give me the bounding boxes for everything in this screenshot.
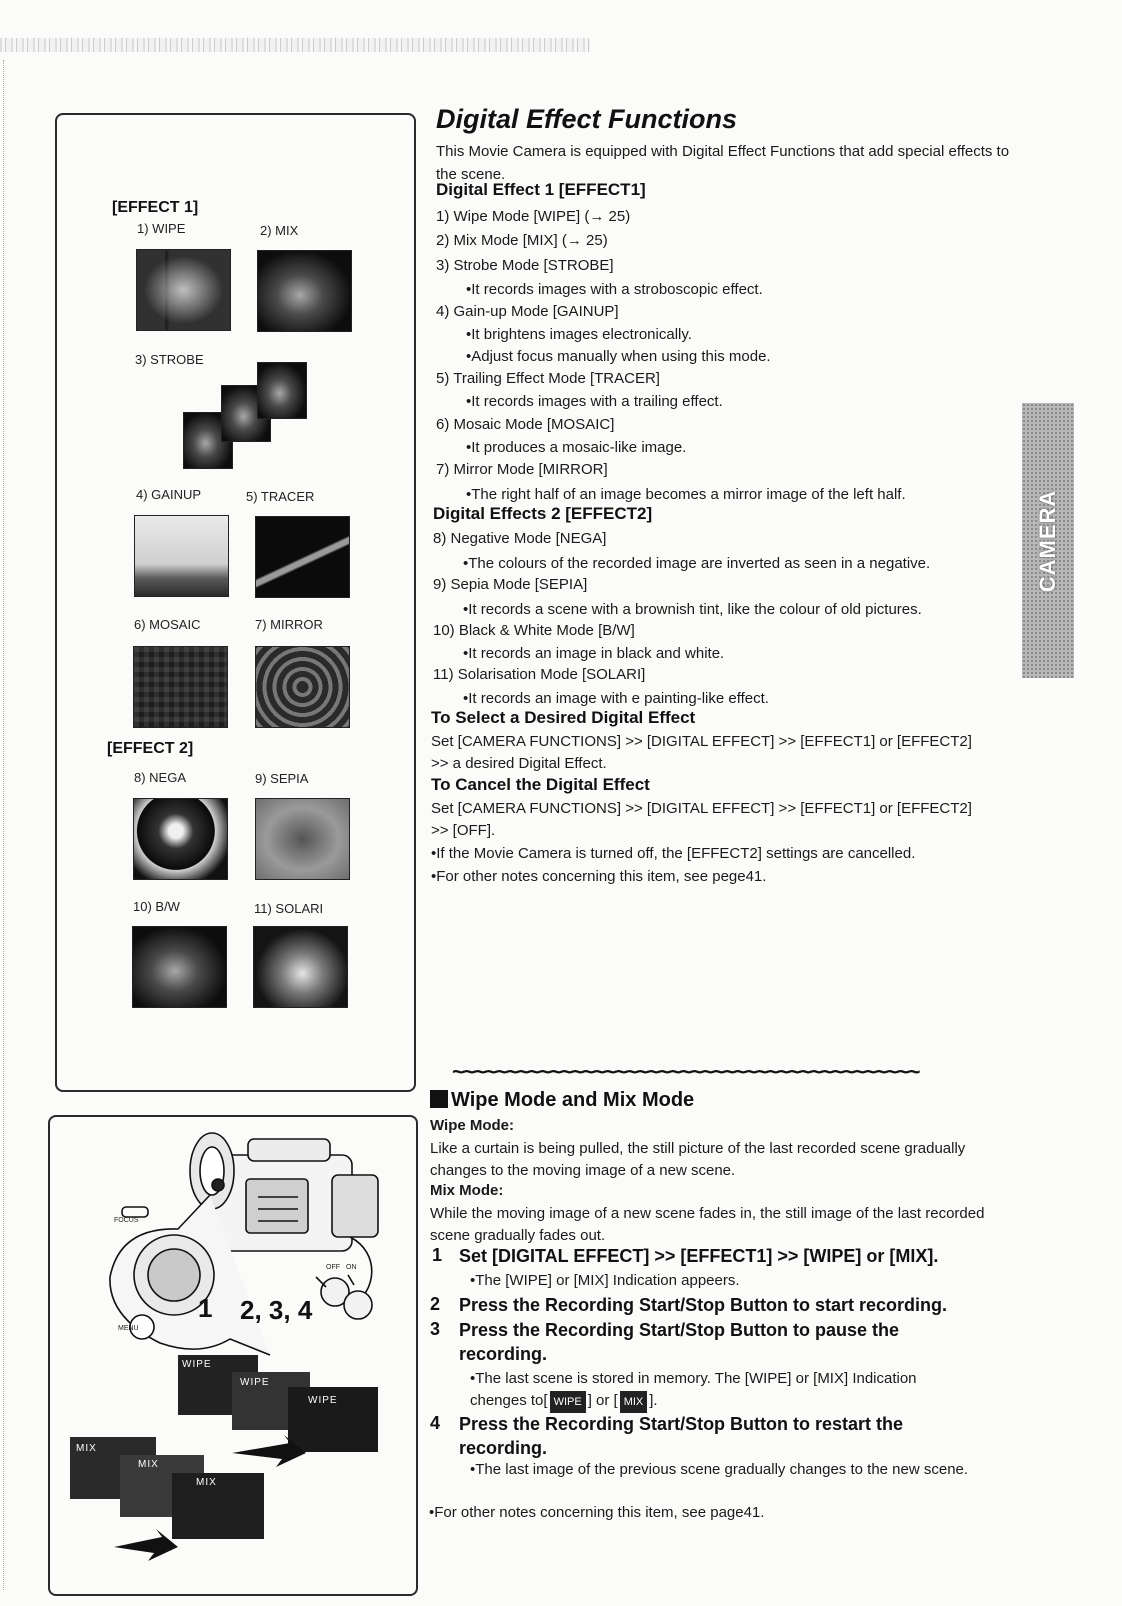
mix-mode-label: Mix Mode: [430, 1182, 504, 1199]
thumb-sepia [255, 798, 350, 880]
effect1-item: 3) Strobe Mode [STROBE] [436, 257, 614, 274]
step-note-indicators [470, 1390, 658, 1413]
menu-label: MENU [118, 1325, 139, 1332]
section-divider: ~~~~~~~~~~~~~~~~~~~~~~~~~~~~~~~~~~~~~~~~~~~ [452, 1062, 919, 1082]
effect2-note: •The colours of the recorded image are inverted as seen in a negative. [463, 555, 931, 572]
thumb-label-sepia: 9) SEPIA [255, 771, 309, 786]
effect1-note: •It brightens images electronically. [466, 326, 692, 343]
section-tab-label: CAMERA [1035, 489, 1060, 592]
step-note: •The [WIPE] or [MIX] Indication appeers. [470, 1272, 740, 1289]
select-effect-heading: To Select a Desired Digital Effect [431, 708, 696, 727]
cancel-effect-heading: To Cancel the Digital Effect [431, 775, 650, 794]
thumb-gainup [134, 515, 229, 597]
effect2-note: •It records an image with e painting-like effect. [463, 690, 769, 707]
thumb-mosaic [133, 646, 228, 728]
step3-suffix-text: ]. [649, 1392, 658, 1409]
scan-noise-strip [0, 38, 590, 52]
thumb-tracer [255, 516, 350, 598]
thumb-bw [132, 926, 227, 1008]
effect2-note: •It records an image in black and white. [463, 645, 725, 662]
thumb-mirror [255, 646, 350, 728]
mix-frame-label-3: MIX [196, 1477, 217, 1488]
thumb-strobe-3 [257, 362, 307, 419]
mix-frame-label-1: MIX [76, 1443, 97, 1454]
thumb-label-mirror: 7) MIRROR [255, 617, 323, 632]
step-text: Press the Recording Start/Stop Button to pause the recording. [459, 1320, 900, 1364]
camcorder-illustration [50, 1117, 416, 1594]
thumb-nega [133, 798, 228, 880]
thumb-label-tracer: 5) TRACER [246, 489, 315, 504]
step-note: •The last image of the previous scene gradually changes to the new scene. [470, 1461, 969, 1478]
step-text: Set [DIGITAL EFFECT] >> [EFFECT1] >> [WIPE] or [MIX]. [459, 1246, 939, 1266]
step-number: 2 [430, 1294, 441, 1314]
thumb-label-mosaic: 6) MOSAIC [134, 617, 201, 632]
thumb-label-wipe: 1) WIPE [137, 221, 186, 236]
wipe-mix-heading [430, 1089, 694, 1112]
effect1-note: •It produces a mosaic-like image. [466, 439, 687, 456]
effect2-group-heading: [EFFECT 2] [107, 740, 194, 757]
wipe-mode-text: Like a curtain is being pulled, the still picture of the last recorded scene gradually changes to the moving image of a new scene. [430, 1140, 966, 1179]
wipe-mode-label: Wipe Mode: [430, 1117, 515, 1134]
wipe-frame-label-2: WIPE [240, 1377, 270, 1388]
cancel-effect-text: Set [CAMERA FUNCTIONS] >> [DIGITAL EFFECT] >> [EFFECT1] or [EFFECT2] >> [OFF]. [431, 800, 972, 839]
final-note: •For other notes concerning this item, see page41. [429, 1504, 765, 1521]
effect2-item: 10) Black & White Mode [B/W] [433, 622, 635, 639]
step-text: Press the Recording Start/Stop Button to restart the recording. [459, 1414, 904, 1458]
effect1-item: 7) Mirror Mode [MIRROR] [436, 461, 608, 478]
thumb-mix [257, 250, 352, 332]
thumb-solari [253, 926, 348, 1008]
step-number: 4 [430, 1413, 441, 1433]
page-title: Digital Effect Functions [436, 104, 738, 134]
wipe-mix-title: Wipe Mode and Mix Mode [451, 1089, 695, 1111]
effect1-item: 5) Trailing Effect Mode [TRACER] [436, 370, 660, 387]
effect1-item: 2) Mix Mode [MIX] (→ 25) [436, 232, 608, 249]
thumb-label-solari: 11) SOLARI [254, 901, 324, 916]
mix-frame-label-2: MIX [138, 1459, 159, 1470]
step-number: 3 [430, 1319, 441, 1339]
effects-sample-panel [55, 113, 416, 1092]
step3-changes-text: chenges to[ [470, 1392, 548, 1409]
thumb-wipe [136, 249, 231, 331]
binding-edge [3, 60, 4, 1590]
effect1-group-heading: [EFFECT 1] [112, 199, 199, 216]
effect2-item: 9) Sepia Mode [SEPIA] [433, 576, 588, 593]
thumb-label-strobe: 3) STROBE [135, 352, 204, 367]
mix-indicator-icon: MIX [620, 1391, 648, 1413]
effect2-item: 11) Solarisation Mode [SOLARI] [433, 666, 646, 683]
effect1-note: •Adjust focus manually when using this mode. [466, 348, 771, 365]
wipe-frame-label-3: WIPE [308, 1395, 338, 1406]
effect2-item: 8) Negative Mode [NEGA] [433, 530, 607, 547]
effect1-heading: Digital Effect 1 [EFFECT1] [436, 180, 646, 199]
step-number: 1 [432, 1245, 443, 1265]
camera-illustration-panel [48, 1115, 418, 1596]
thumb-label-nega: 8) NEGA [134, 770, 187, 785]
off-label: OFF [326, 1264, 340, 1271]
effect2-note: •It records a scene with a brownish tint, like the colour of old pictures. [463, 601, 922, 618]
callout-steps-2-3-4: 2, 3, 4 [240, 1295, 313, 1325]
thumb-label-gainup: 4) GAINUP [136, 487, 202, 502]
select-effect-text: Set [CAMERA FUNCTIONS] >> [DIGITAL EFFECT] >> [EFFECT1] or [EFFECT2] >> a desired Digital Effect. [431, 733, 972, 772]
effect1-note: •It records images with a stroboscopic effect. [466, 281, 763, 298]
wipe-indicator-icon: WIPE [550, 1391, 586, 1413]
thumb-label-bw: 10) B/W [133, 899, 180, 914]
on-label: ON [346, 1264, 357, 1271]
note-line: •For other notes concerning this item, see pege41. [431, 868, 767, 885]
effect1-item: 1) Wipe Mode [WIPE] (→ 25) [436, 208, 631, 225]
step3-or-text: ] or [ [587, 1392, 618, 1409]
note-line: •If the Movie Camera is turned off, the [EFFECT2] settings are cancelled. [431, 845, 916, 862]
step-text: Press the Recording Start/Stop Button to start recording. [459, 1295, 948, 1315]
effect1-note: •The right half of an image becomes a mirror image of the left half. [466, 486, 906, 503]
thumb-label-mix: 2) MIX [260, 223, 299, 238]
section-tab-camera [1022, 403, 1074, 678]
effect1-item: 4) Gain-up Mode [GAINUP] [436, 303, 619, 320]
effect1-item: 6) Mosaic Mode [MOSAIC] [436, 416, 615, 433]
effect1-note: •It records images with a trailing effect. [466, 393, 723, 410]
focus-label: FOCUS [114, 1217, 139, 1224]
effect2-heading: Digital Effects 2 [EFFECT2] [433, 504, 653, 523]
section-marker-icon [430, 1090, 448, 1108]
callout-step-1: 1 [198, 1293, 213, 1323]
mix-mode-text: While the moving image of a new scene fades in, the still image of the last recorded scene gradually fades out. [430, 1205, 985, 1244]
intro-paragraph: This Movie Camera is equipped with Digital Effect Functions that add special effects to the scene. [436, 143, 1010, 183]
wipe-frame-label-1: WIPE [182, 1359, 212, 1370]
step-note: •The last scene is stored in memory. The [WIPE] or [MIX] Indication [470, 1370, 917, 1387]
